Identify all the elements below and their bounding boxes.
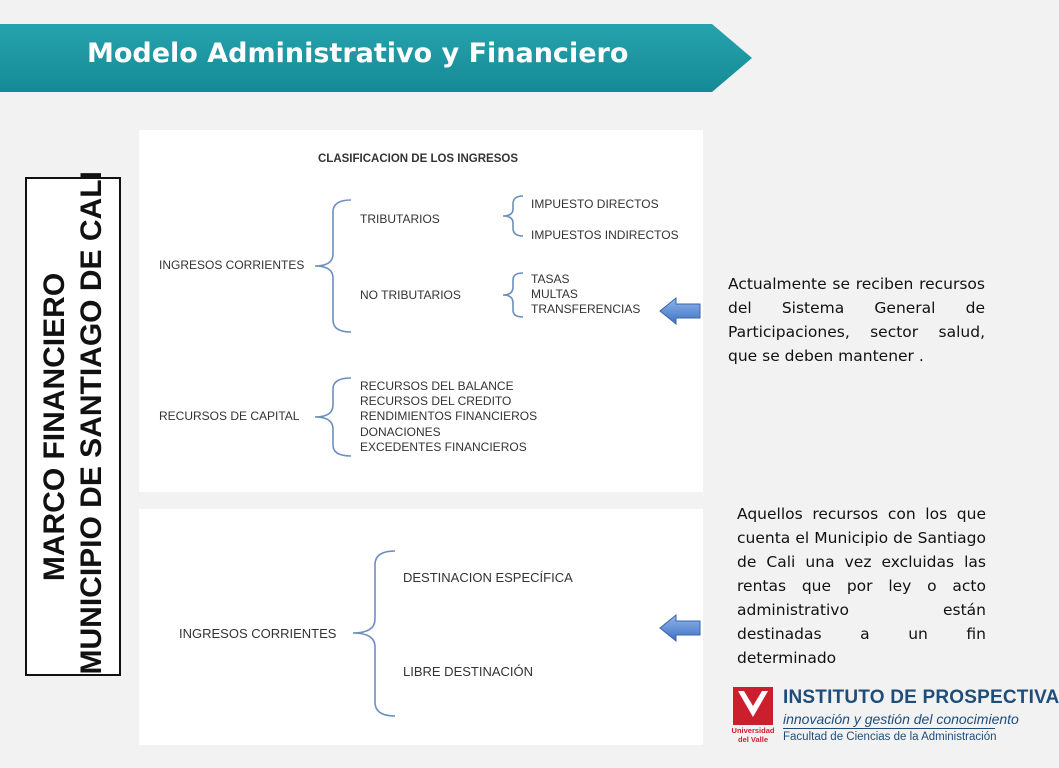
brace-capital — [315, 378, 351, 456]
left-arrow-icon — [658, 296, 702, 326]
label-destinacion-especifica: DESTINACION ESPECÍFICA — [403, 570, 573, 585]
capital-item: RENDIMIENTOS FINANCIEROS — [360, 409, 538, 424]
income-classification-diagram — [139, 130, 703, 492]
label-libre-destinacion: LIBRE DESTINACIÓN — [403, 664, 534, 679]
logo-tagline: innovación y gestión del conocimiento — [783, 711, 1019, 727]
capital-item: DONACIONES — [360, 424, 441, 439]
brace-destinacion — [353, 551, 395, 716]
institute-logo — [731, 687, 1059, 745]
side-label-line2: MUNICIPIO DE SANTIAGO DE CALI — [75, 170, 108, 674]
logo-brand: INSTITUTO DE PROSPECTIVA — [783, 687, 1059, 708]
side-label-box — [25, 170, 121, 676]
brace-tributarios — [503, 196, 523, 236]
logo-divider — [783, 728, 995, 729]
label-no-tributarios: NO TRIBUTARIOS — [360, 288, 461, 302]
capital-item: RECURSOS DEL BALANCE — [360, 379, 514, 393]
page-title: Modelo Administrativo y Financiero — [87, 38, 629, 69]
label-ingresos-corrientes-2: INGRESOS CORRIENTES — [179, 626, 337, 641]
label-tributarios: TRIBUTARIOS — [360, 212, 440, 226]
brace-corrientes — [315, 200, 351, 332]
diagram1-title: CLASIFICACION DE LOS INGRESOS — [318, 153, 518, 165]
university-shield-icon — [733, 687, 773, 745]
no-tributarios-item: MULTAS — [531, 287, 578, 302]
brace-no-tributarios — [503, 273, 523, 317]
university-name-line1: Universidad — [731, 726, 775, 735]
title-banner — [0, 24, 752, 92]
note-recursos-propios: Aquellos recursos con los que cuenta el Municipio de Santiago de Cali una vez excluidas las rentas que por ley o acto administrativo están destinadas a un fin determinado — [737, 505, 986, 667]
no-tributarios-list — [531, 272, 640, 318]
note-sgp: Actualmente se reciben recursos del Sistema General de Participaciones, sector salud, que se deben mantener . — [728, 275, 985, 365]
capital-list — [360, 379, 537, 455]
destination-diagram — [139, 509, 703, 745]
label-recursos-capital: RECURSOS DE CAPITAL — [159, 409, 300, 423]
capital-item: EXCEDENTES FINANCIEROS — [360, 439, 527, 454]
side-label-line1: MARCO FINANCIERO — [38, 272, 71, 581]
no-tributarios-item: TRANSFERENCIAS — [531, 302, 641, 317]
capital-item: RECURSOS DEL CREDITO — [360, 394, 512, 409]
tributarios-item: IMPUESTOS INDIRECTOS — [531, 228, 679, 242]
label-ingresos-corrientes: INGRESOS CORRIENTES — [159, 258, 305, 272]
university-name-line2: del Valle — [737, 735, 769, 744]
left-arrow-icon — [658, 613, 702, 643]
no-tributarios-item: TASAS — [531, 272, 570, 286]
logo-faculty: Facultad de Ciencias de la Administración — [783, 731, 997, 743]
tributarios-item: IMPUESTO DIRECTOS — [531, 197, 659, 211]
side-label — [36, 170, 110, 674]
